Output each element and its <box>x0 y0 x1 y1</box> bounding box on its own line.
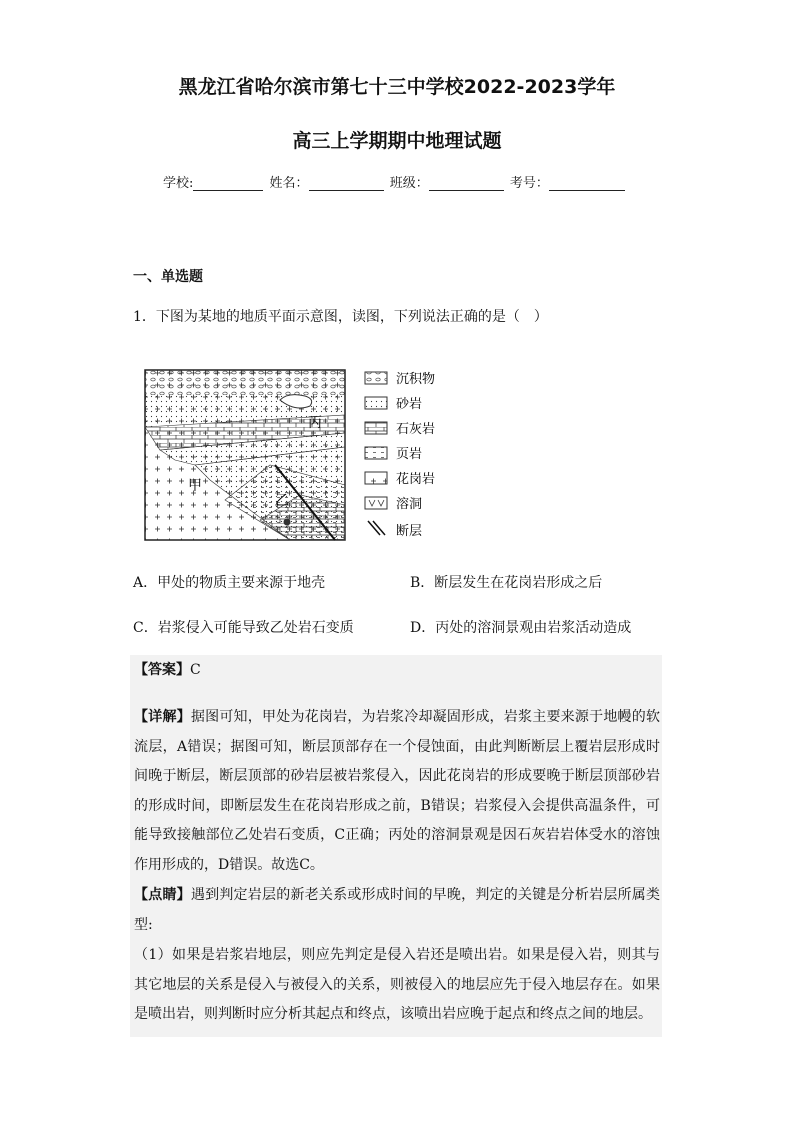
legend <box>365 371 435 539</box>
legend-sediment: 沉积物 <box>396 372 436 387</box>
fault-icon <box>368 521 385 535</box>
answer-value: C <box>190 662 201 678</box>
tip-text: 遇到判定岩层的新老关系或形成时间的早晚，判定的关键是分析岩层所属类型: <box>134 887 660 933</box>
doc-title-line2: 高三上学期期中地理试题 <box>292 130 502 152</box>
option-b[interactable]: B．断层发生在花岗岩形成之后 <box>410 575 603 591</box>
option-a[interactable]: A．甲处的物质主要来源于地壳 <box>133 575 326 591</box>
label-jia: 甲 <box>188 478 202 494</box>
student-info-line <box>163 172 627 191</box>
cross-section <box>145 370 345 540</box>
class-label: 班级： <box>389 176 429 191</box>
school-label: 学校: <box>163 176 194 191</box>
tip-point-1: （1）如果是岩浆岩地层，则应先判定是侵入岩还是喷出岩。如果是侵入岩，则其与其它地层的关系是侵入与被侵入的关系，则被侵入的地层应先于侵入地层存在。如果是喷出岩，则判断时应分析其起点和终点，该喷出岩应晚于起点和终点之间的地层。 <box>134 947 660 1022</box>
school-blank <box>193 176 263 191</box>
label-bing: 丙 <box>308 415 322 431</box>
answer-panel <box>130 655 662 1037</box>
detail-text: 据图可知，甲处为花岗岩，为岩浆冷却凝固形成，岩浆主要来源于地幔的软流层，A错误；据图可知，断层顶部存在一个侵蚀面，由此判断断层上覆岩层形成时间晚于断层，断层顶部的砂岩层被岩浆侵入，因此花岗岩的形成要晚于断层顶部砂岩的形成时间，即断层发生在花岗岩形成之前，B错误；岩浆侵入会提供高温条件，可能导致接触部位乙处岩石变质，C正确；丙处的溶洞景观是因石灰岩岩体受水的溶蚀作用形成的，D错误。故选C。 <box>134 709 660 873</box>
class-blank <box>429 176 504 191</box>
legend-limestone: 石灰岩 <box>396 422 436 437</box>
tip-label: 【点睛】 <box>134 887 191 903</box>
option-c[interactable]: C．岩浆侵入可能导致乙处岩石变质 <box>133 620 354 636</box>
name-label: 姓名： <box>269 176 309 191</box>
exam-number-label: 考号： <box>509 176 549 191</box>
legend-shale: 页岩 <box>396 447 423 462</box>
name-blank <box>309 176 384 191</box>
answer-label: 【答案】 <box>134 662 190 678</box>
label-yi: 乙 <box>275 493 289 509</box>
option-d[interactable]: D．丙处的溶洞景观由岩浆活动造成 <box>410 620 632 636</box>
geology-diagram <box>140 355 450 550</box>
detail-label: 【详解】 <box>134 709 191 725</box>
section-title: 一、单选题 <box>133 269 203 285</box>
exam-number-blank <box>549 176 625 191</box>
legend-fault: 断层 <box>396 524 423 539</box>
legend-sandstone: 砂岩 <box>396 397 423 412</box>
doc-title-line1: 黑龙江省哈尔滨市第七十三中学校2022-2023学年 <box>178 76 616 98</box>
question-stem: 1．下图为某地的地质平面示意图，读图，下列说法正确的是（ ） <box>133 309 548 325</box>
legend-granite: 花岗岩 <box>396 472 436 487</box>
legend-cave: 溶洞 <box>396 497 423 512</box>
